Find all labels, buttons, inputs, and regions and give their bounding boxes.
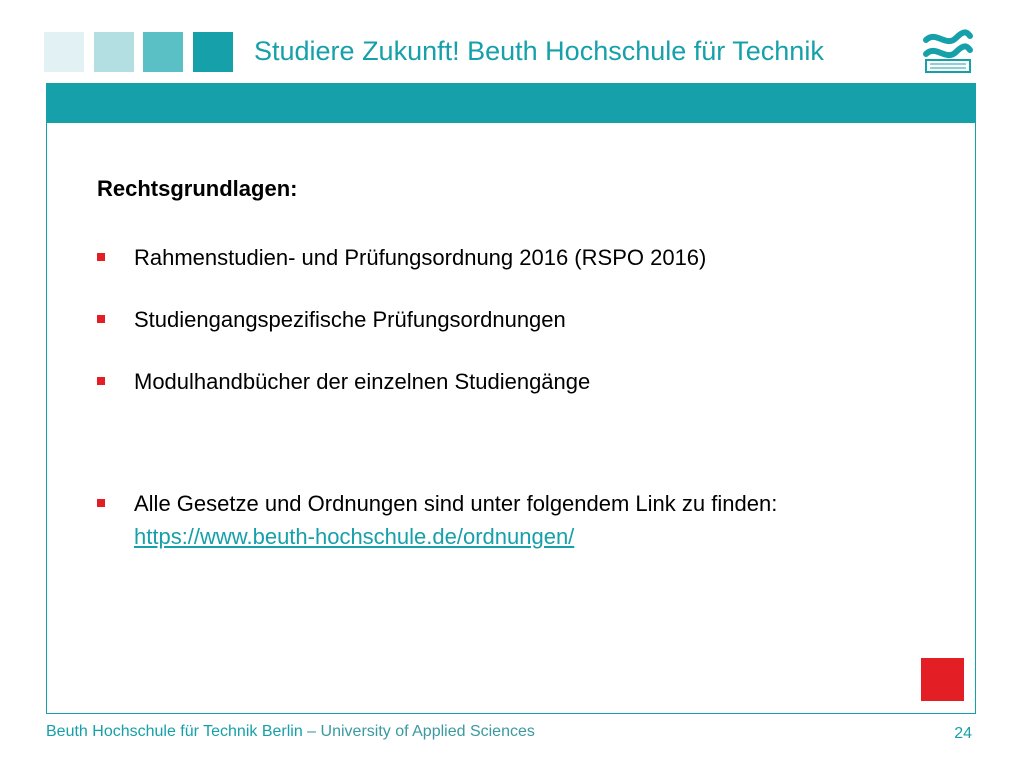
header-square-1 [44, 32, 84, 72]
bullet-text-body: Alle Gesetze und Ordnungen sind unter folgendem Link zu finden: [134, 491, 778, 516]
beuth-logo-icon [920, 28, 974, 76]
bullet-text: Modulhandbücher der einzelnen Studiengänge [134, 369, 591, 394]
bullet-text: Rahmenstudien- und Prüfungsordnung 2016 (RSPO 2016) [134, 245, 707, 270]
header-square-2 [94, 32, 134, 72]
red-square-accent [921, 658, 964, 701]
footer-subtitle: University of Applied Sciences [320, 723, 535, 740]
bullet-marker [97, 499, 105, 507]
ordnungen-link[interactable]: https://www.beuth-hochschule.de/ordnungen/ [134, 524, 575, 549]
bullet-text [134, 487, 894, 553]
bullet-text: Studiengangspezifische Prüfungsordnungen [134, 307, 566, 332]
footer [46, 723, 535, 741]
page-number: 24 [954, 725, 972, 742]
header-square-3 [143, 32, 183, 72]
section-heading: Rechtsgrundlagen: [97, 176, 298, 201]
bullet-marker [97, 315, 105, 323]
bullet-marker [97, 253, 105, 261]
header-title: Studiere Zukunft! Beuth Hochschule für Technik [254, 36, 824, 66]
header-square-4 [193, 32, 233, 72]
footer-separator: – [302, 723, 321, 740]
footer-institution: Beuth Hochschule für Technik Berlin [46, 723, 303, 740]
bullet-marker [97, 377, 105, 385]
